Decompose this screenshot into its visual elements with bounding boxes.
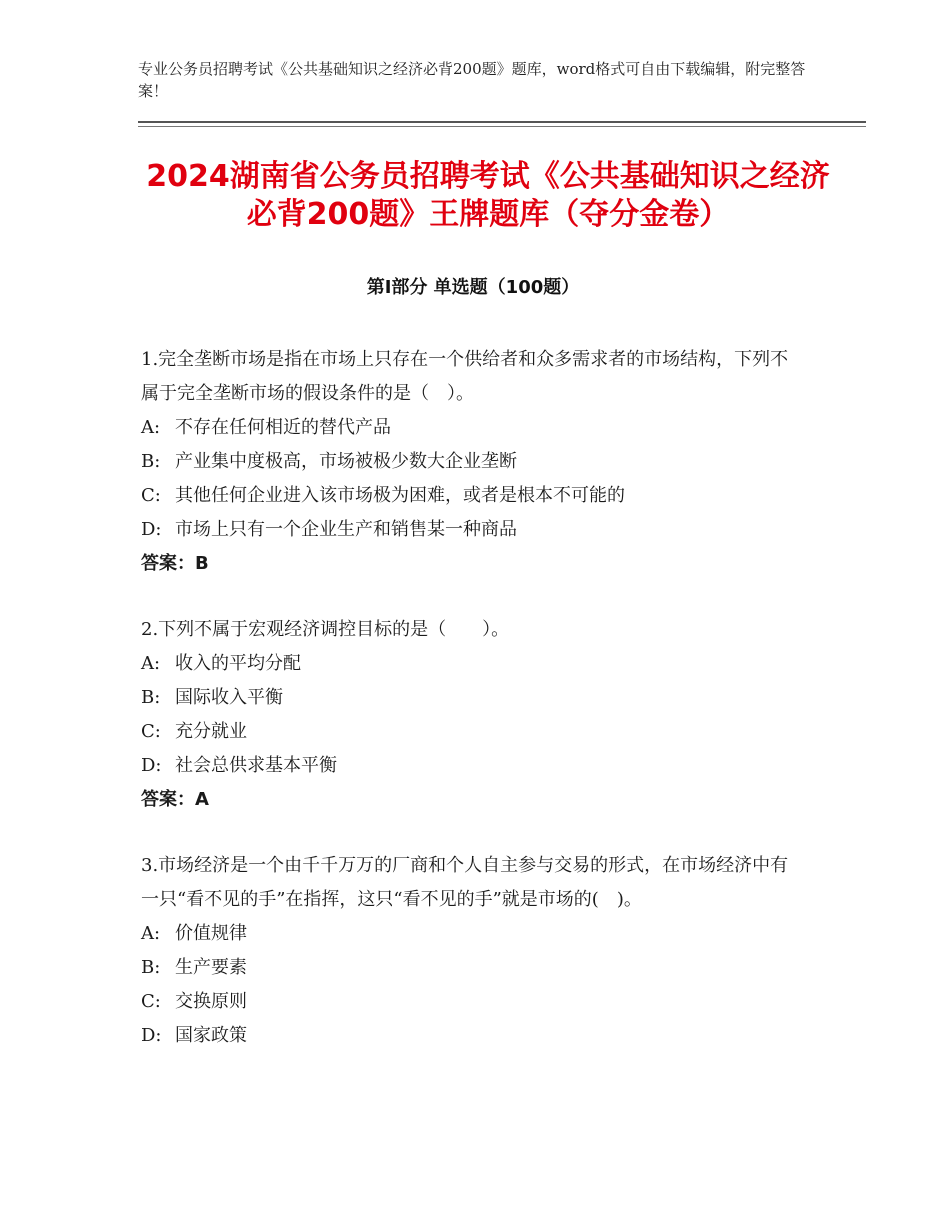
answer: 答案：B [141,553,209,574]
option-text: 价值规律 [175,923,247,944]
option-c [141,479,801,513]
header-divider-thick [138,121,866,123]
option-text: 其他任何企业进入该市场极为困难，或者是根本不可能的 [175,485,625,506]
option-b [141,681,801,715]
option-d [141,513,801,547]
option-text: 不存在任何相近的替代产品 [175,417,391,438]
option-key: D: [141,519,162,540]
option-text: 国际收入平衡 [175,687,283,708]
option-b [141,951,801,985]
option-d [141,749,801,783]
option-key: B: [141,451,161,472]
question-3 [141,849,801,1053]
option-key: A: [141,653,161,674]
option-text: 市场上只有一个企业生产和销售某一种商品 [175,519,517,540]
option-text: 社会总供求基本平衡 [175,755,337,776]
header-divider-thin [138,126,866,127]
option-key: C: [141,721,161,742]
question-2 [141,613,801,817]
option-a [141,411,801,445]
option-c [141,985,801,1019]
option-text: 生产要素 [175,957,247,978]
option-text: 充分就业 [175,721,247,742]
header-note: 专业公务员招聘考试《公共基础知识之经济必背200题》题库，word格式可自由下载编辑，附完整答案！ [138,60,806,100]
option-a [141,647,801,681]
option-key: C: [141,991,161,1012]
option-a [141,917,801,951]
question-stem: 1.完全垄断市场是指在市场上只存在一个供给者和众多需求者的市场结构，下列不属于完全垄断市场的假设条件的是（ ）。 [141,349,789,404]
question-1 [141,343,801,581]
option-key: D: [141,1025,162,1046]
option-text: 国家政策 [175,1025,247,1046]
option-text: 产业集中度极高，市场被极少数大企业垄断 [175,451,517,472]
question-list [141,343,801,1085]
section-heading: 第Ⅰ部分 单选题（100题） [366,277,580,298]
document-title: 2024湖南省公务员招聘考试《公共基础知识之经济必背200题》王牌题库（夺分金卷） [146,159,830,232]
answer: 答案：A [141,789,209,810]
option-c [141,715,801,749]
option-d [141,1019,801,1053]
option-text: 收入的平均分配 [175,653,301,674]
option-key: C: [141,485,161,506]
option-key: B: [141,687,161,708]
option-key: A: [141,923,161,944]
option-key: A: [141,417,161,438]
option-key: B: [141,957,161,978]
option-b [141,445,801,479]
option-key: D: [141,755,162,776]
question-stem: 2.下列不属于宏观经济调控目标的是（ ）。 [141,619,510,640]
option-text: 交换原则 [175,991,247,1012]
question-stem: 3.市场经济是一个由千千万万的厂商和个人自主参与交易的形式，在市场经济中有一只“看不见的手”在指挥，这只“看不见的手”就是市场的( )。 [141,855,789,910]
